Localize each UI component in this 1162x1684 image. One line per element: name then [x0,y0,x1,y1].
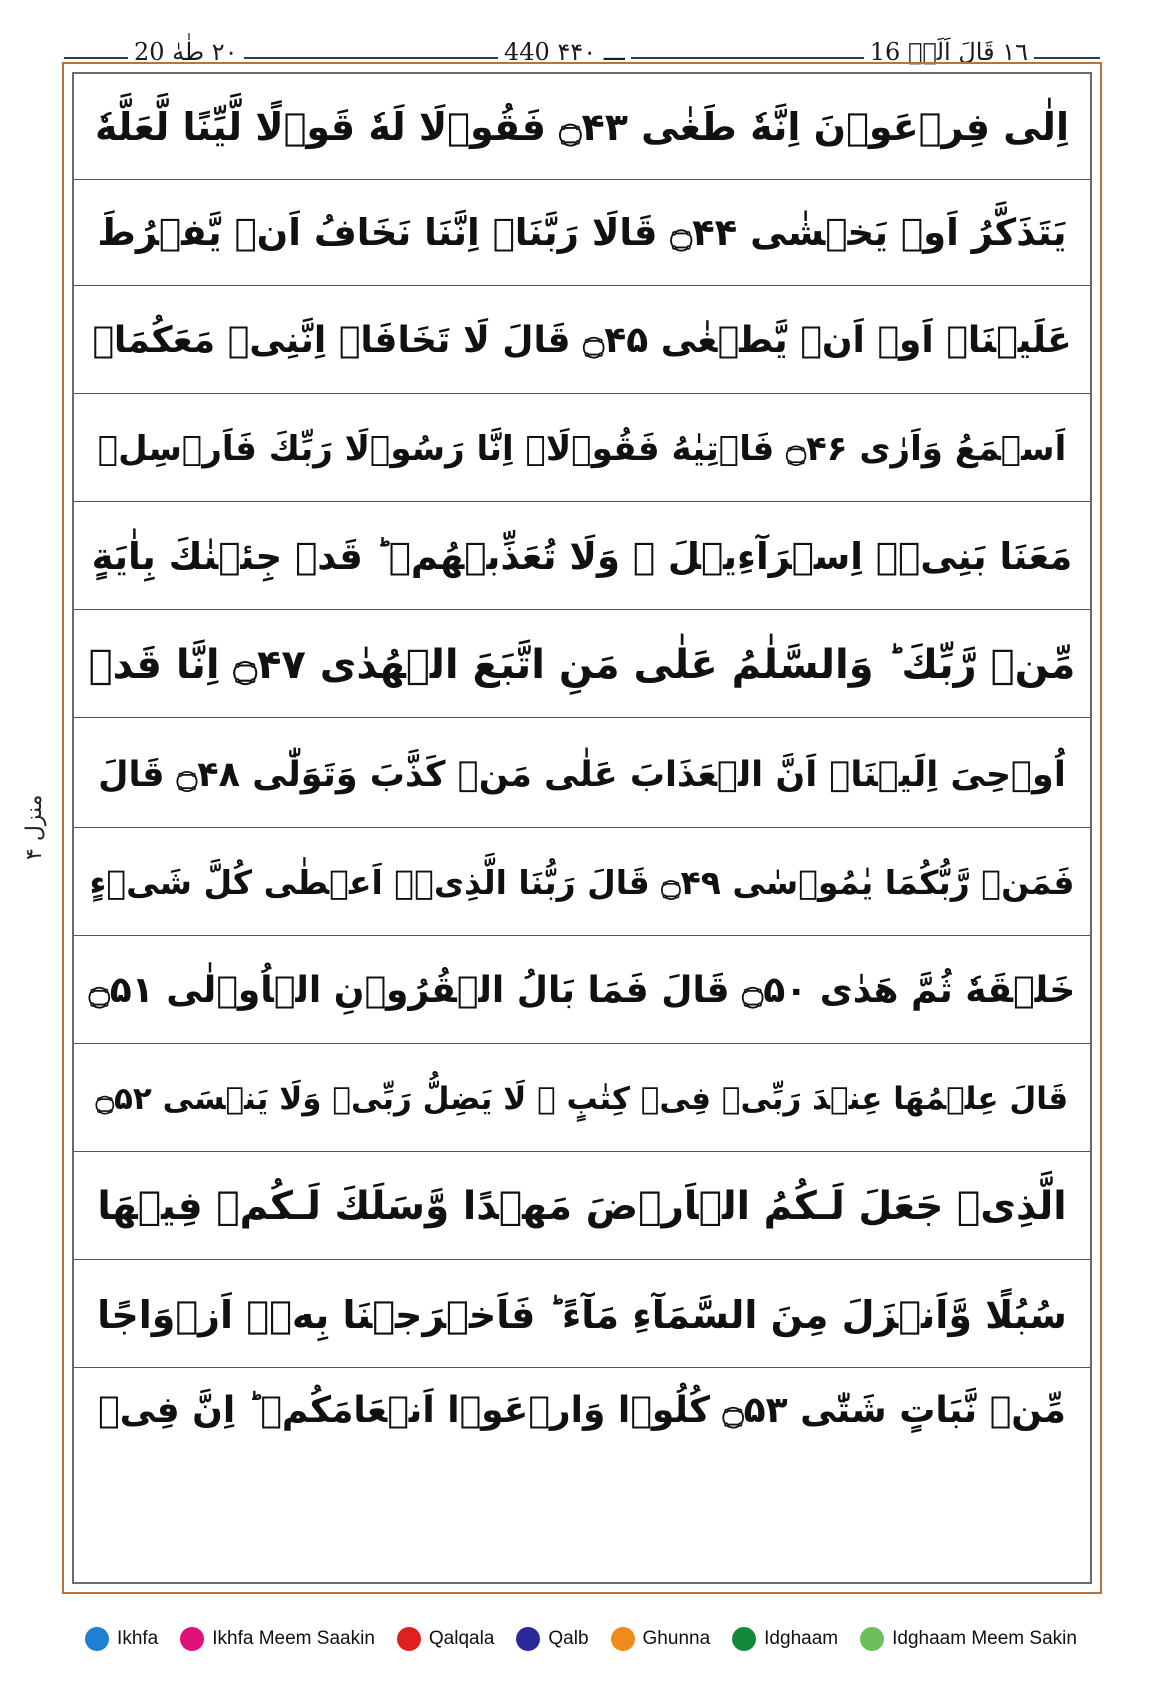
legend-item-qalqala [397,1627,495,1651]
line-text: اُوۡحِىَ اِلَيۡنَاۤ اَنَّ الۡعَذَابَ عَلٰى مَنۡ كَذَّبَ وَتَوَلّٰى ۝۴۸ قَالَ [98,754,1066,795]
legend-item-idghaam [732,1627,838,1651]
legend-item-ikhfa-meem-saakin [180,1627,375,1651]
juz-name: ١٦ قَالَ اَلَمۡ 16 [864,38,1034,66]
ayah-line [74,1046,1090,1152]
legend-item-idghaam-meem-sakin [860,1627,1077,1651]
ayah-line [74,612,1090,718]
color-dot-icon [860,1627,884,1651]
line-text: عَلَيۡنَاۤ اَوۡ اَنۡ يَّطۡغٰى ۝۴۵ قَالَ لَا تَخَافَاۤ اِنَّنِىۡ مَعَكُمَاۤ [92,320,1072,361]
legend-label: Ikhfa [117,1628,159,1649]
line-text: يَتَذَكَّرُ اَوۡ يَخۡشٰى ۝۴۴ قَالَا رَبَّنَاۤ اِنَّنَا نَخَافُ اَنۡ يَّفۡرُطَ [97,211,1067,254]
surah-name: ٢٠ طٰهٰ 20 [128,38,244,66]
ayah-line [74,722,1090,828]
color-dot-icon [516,1627,540,1651]
tajweed-legend [0,1622,1162,1656]
legend-label: Idghaam [764,1628,839,1649]
color-dot-icon [85,1627,109,1651]
legend-label: Qalb [548,1628,589,1649]
line-text: الَّذِىۡ جَعَلَ لَـكُمُ الۡاَرۡضَ مَهۡدًا وَّسَلَكَ لَـكُمۡ فِيۡهَا [97,1184,1067,1229]
quran-text-block [74,74,1090,1582]
legend-item-qalb [516,1627,588,1651]
ayah-line [74,1154,1090,1260]
ayah-line [74,288,1090,394]
line-text: قَالَ عِلۡمُهَا عِنۡدَ رَبِّىۡ فِىۡ كِتٰبٍ ۚ لَا يَضِلُّ رَبِّىۡ وَلَا يَنۡسَى ۝۵۲ [95,1080,1069,1117]
legend-label: Ghunna [642,1628,711,1649]
ayah-line [74,1262,1090,1368]
color-dot-icon [732,1627,756,1651]
color-dot-icon [180,1627,204,1651]
ayah-line [74,504,1090,610]
legend-label: Qalqala [428,1628,495,1649]
line-text: اَسۡمَعُ وَاَرٰى ۝۴۶ فَاۡتِيٰهُ فَقُوۡلَاۤ اِنَّا رَسُوۡلَا رَبِّكَ فَاَرۡسِلۡ [97,429,1067,469]
line-text: مِّنۡ نَّبَاتٍ شَتّٰى ۝۵۳ كُلُوۡا وَارۡعَوۡا اَنۡعَامَكُمۡ ؕ اِنَّ فِىۡ [98,1390,1066,1431]
color-dot-icon [397,1627,421,1651]
legend-item-ghunna [611,1627,711,1651]
ayah-line [74,938,1090,1044]
ayah-line [74,74,1090,180]
line-text: سُبُلًا وَّاَنۡزَلَ مِنَ السَّمَآءِ مَآءً ؕ فَاَخۡرَجۡنَا بِهٖۤ اَزۡوَاجًا [97,1292,1067,1337]
page-number: 440 ـــ ۴۴۰ [498,38,631,66]
line-text: مِّنۡ رَّبِّكَ ؕ وَالسَّلٰمُ عَلٰى مَنِ اتَّبَعَ الۡهُدٰى ۝۴۷ اِنَّا قَدۡ [88,641,1076,688]
ayah-line [74,180,1090,286]
line-text: فَمَنۡ رَّبُّكُمَا يٰمُوۡسٰى ۝۴۹ قَالَ رَبُّنَا الَّذِىۡۤ اَعۡطٰى كُلَّ شَىۡءٍ [89,863,1075,902]
line-text: خَلۡقَهٗ ثُمَّ هَدٰى ۝۵۰ قَالَ فَمَا بَالُ الۡقُرُوۡنِ الۡاُوۡلٰى ۝۵۱ [88,970,1076,1011]
legend-label: Ikhfa Meem Saakin [212,1628,375,1649]
legend-label: Idghaam Meem Sakin [892,1628,1077,1649]
line-text: مَعَنَا بَنِىۡۤ اِسۡرَآءِيۡلَ ۙ وَلَا تُعَذِّبۡهُمۡ ؕ قَدۡ جِئۡنٰكَ بِاٰيَةٍ [91,535,1073,578]
legend-item-ikhfa [85,1627,158,1651]
manzil-label: منزل ۴ [22,794,47,860]
line-text: اِلٰى فِرۡعَوۡنَ اِنَّهٗ طَغٰى ۝۴۳ فَقُوۡلَا لَهٗ قَوۡلًا لَّيِّنًا لَّعَلَّهٗ [95,104,1069,149]
ayah-line [74,830,1090,936]
ayah-line [74,1372,1090,1582]
ayah-line [74,396,1090,502]
color-dot-icon [611,1627,635,1651]
